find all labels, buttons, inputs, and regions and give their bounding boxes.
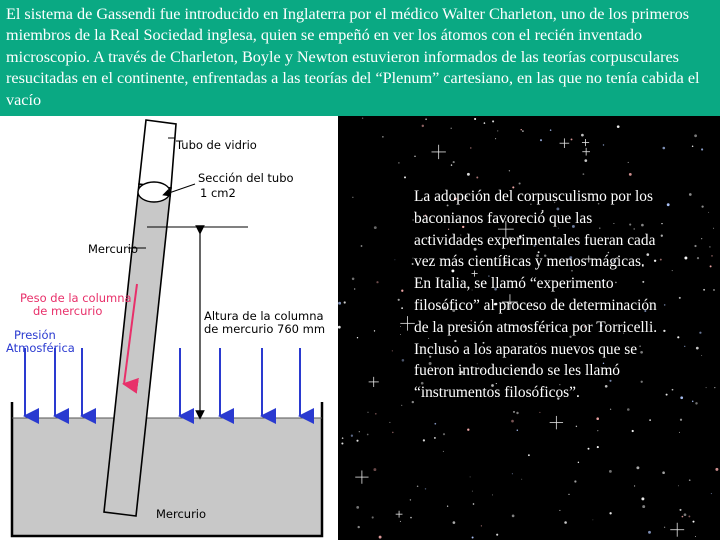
label-height-line2: de mercurio 760 mm [204, 322, 326, 336]
label-mercury-tube: Mercurio [88, 242, 139, 256]
label-section-line1: Sección del tubo [198, 171, 294, 185]
banner-text: El sistema de Gassendi fue introducido en Inglaterra por el médico Walter Charleton, uno de los primeros miembros de la Real Sociedad inglesa, quien se empeñó en ver los átomos con el recién inventado microscopio. A través de Charleton, Boyle y Newton estuvieron informados de las teorías corpusculares resucitadas en el continente, enfrentadas a las teorías del “Plenum” cartesiano, en las que no tenía cabida el vacío [6, 5, 700, 109]
label-section-line2: 1 cm2 [200, 186, 236, 200]
label-weight-line2: de mercurio [33, 304, 103, 318]
label-tube: Tubo de vidrio [176, 138, 257, 152]
right-text: La adopción del corpusculismo por los baconianos favoreció que las actividades experimentales fueran cada vez más científicas y menos mágicas. En Italia, se llamó “experimento filosófico” al proceso de determinación de la presión atmosférica por Torricelli. Incluso a los aparatos nuevos que se fueron introduciendo se les llamó “instrumentos filosóficos”. [414, 188, 658, 402]
label-pressure-line1: Presión [14, 328, 56, 342]
top-banner [0, 0, 720, 116]
label-pressure-line2: Atmosférica [6, 341, 75, 355]
pressure-arrows [25, 348, 300, 416]
label-mercury-basin: Mercurio [156, 507, 207, 521]
barometer-diagram [0, 116, 338, 540]
tube-section [138, 182, 170, 202]
label-weight-line1: Peso de la columna [20, 291, 132, 305]
label-height-line1: Altura de la columna [204, 309, 324, 323]
